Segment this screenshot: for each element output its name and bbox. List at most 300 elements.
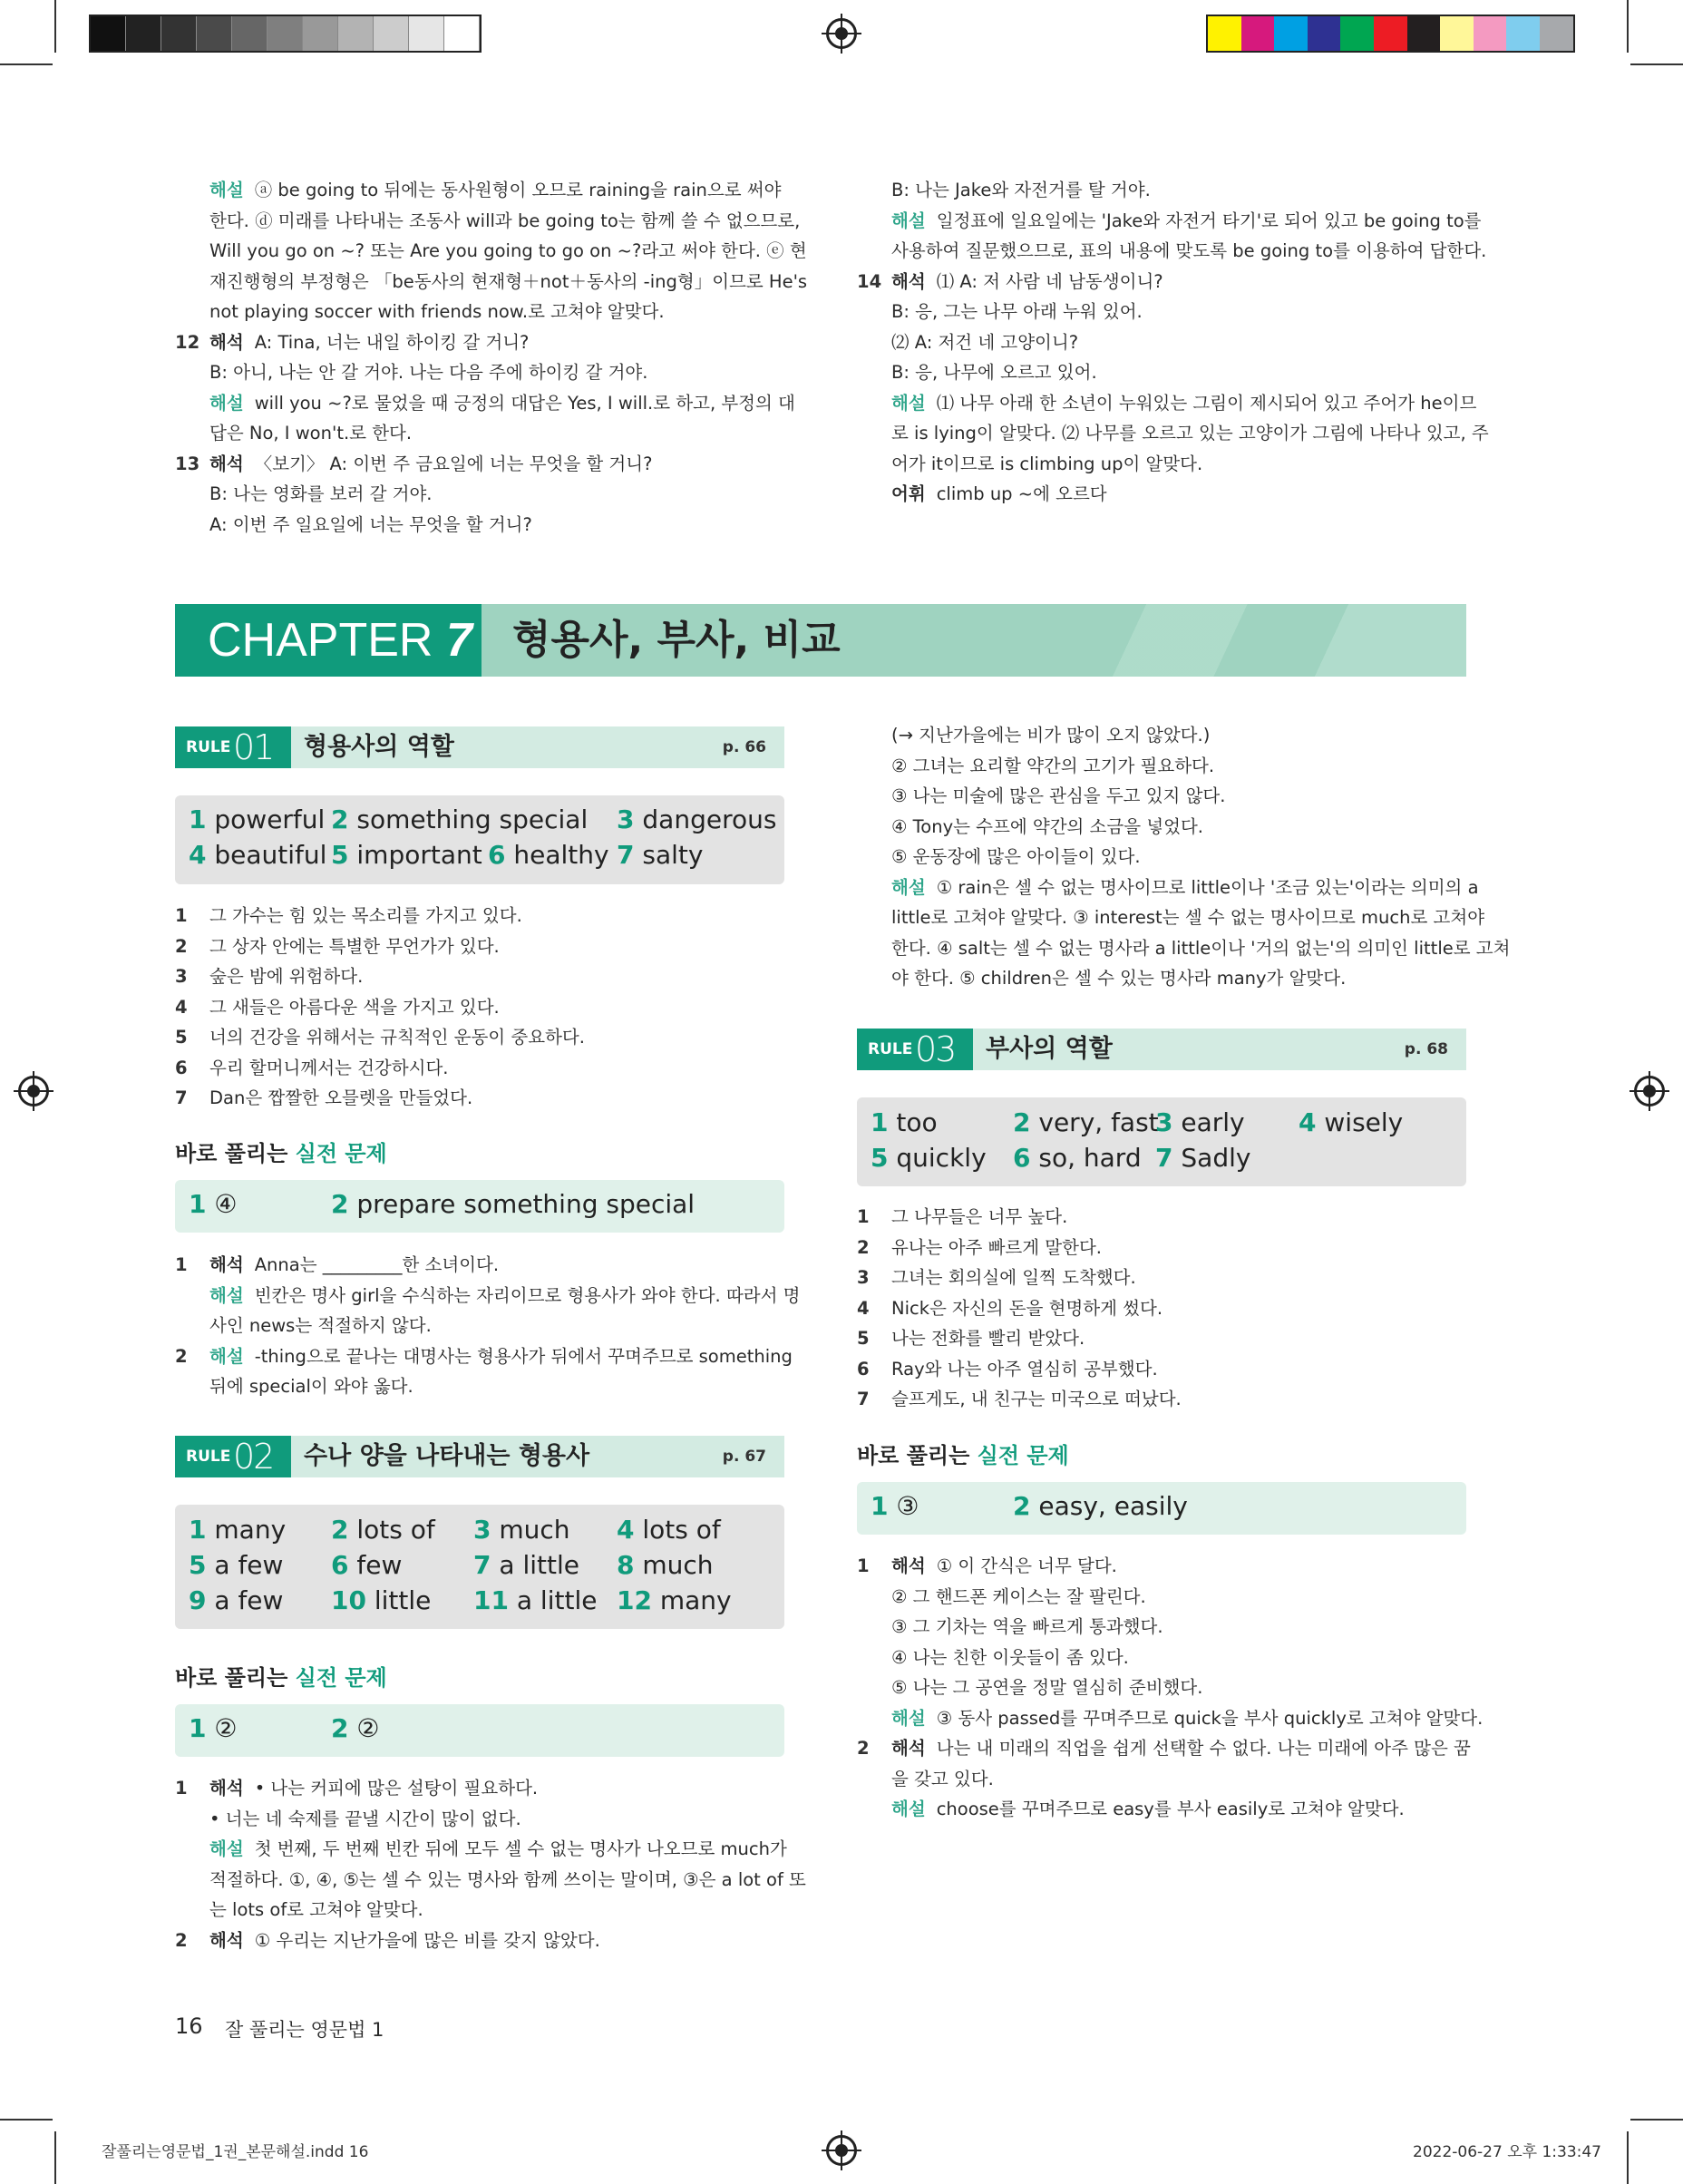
- line-text: ① 우리는 지난가을에 많은 비를 갖지 않았다.: [254, 1929, 600, 1951]
- crop-mark: [0, 63, 53, 65]
- answer-number: 3: [1155, 1107, 1173, 1137]
- right-column-notes: [891, 720, 1511, 994]
- text-line: [175, 1865, 806, 1896]
- answer-number: 7: [1155, 1143, 1173, 1173]
- answer-number: 1: [189, 1515, 207, 1545]
- answer-item: [331, 1713, 380, 1743]
- text-line: [175, 992, 788, 1023]
- item-number: 2: [175, 935, 188, 957]
- answer-item: [617, 1550, 714, 1580]
- text-line: [175, 1250, 788, 1281]
- line-text: 는 lots of로 고쳐야 알맞다.: [209, 1899, 423, 1920]
- answer-item: [331, 1585, 431, 1615]
- answer-item: [473, 1550, 579, 1580]
- answer-number: 1: [189, 1189, 207, 1219]
- answer-text: lots of: [348, 1515, 435, 1545]
- line-text: (→ 지난가을에는 비가 많이 오지 않았다.): [891, 725, 1211, 746]
- answer-item: [617, 1585, 732, 1615]
- color-swatch: [126, 16, 161, 51]
- crop-mark: [0, 2119, 53, 2121]
- line-text: little로 고쳐야 알맞다. ③ interest는 셀 수 없는 명사이므로 much로 고쳐야: [891, 907, 1485, 928]
- color-swatch: [303, 16, 338, 51]
- line-text: B: 나는 영화를 보러 갈 거야.: [209, 483, 433, 504]
- text-line: [857, 1612, 1470, 1643]
- answer-item: [331, 1550, 402, 1580]
- translation-label: 어휘: [891, 483, 926, 504]
- line-text: 그 가수는 힘 있는 목소리를 가지고 있다.: [209, 905, 522, 926]
- color-swatch: [1374, 16, 1407, 51]
- text-line: [175, 1834, 788, 1865]
- text-line: [175, 1053, 788, 1084]
- line-text: not playing soccer with friends now.로 고쳐야 알맞다.: [209, 301, 665, 322]
- answer-text: salty: [634, 840, 704, 870]
- answer-number: 1: [189, 804, 207, 834]
- rule-title: 형용사의 역할: [304, 733, 454, 761]
- rule-header-02: RULE 02 수나 양을 나타내는 형용사 p. 67: [175, 1436, 784, 1477]
- answer-number: 1: [871, 1491, 889, 1521]
- answer-item: [189, 1550, 283, 1580]
- answer-item: [1155, 1143, 1250, 1173]
- line-text: 그 나무들은 너무 높다.: [891, 1206, 1068, 1227]
- text-line: [175, 236, 807, 267]
- item-number: 14: [857, 270, 882, 292]
- rule-page: p. 66: [722, 738, 766, 756]
- text-line: [175, 1773, 788, 1804]
- line-text: ⑴ A: 저 사람 네 남동생이니?: [936, 270, 1163, 292]
- text-line: [857, 297, 1470, 327]
- line-text: 어가 it이므로 is climbing up이 알맞다.: [891, 453, 1203, 474]
- crop-mark: [54, 2131, 56, 2184]
- line-text: 〈보기〉 A: 이번 주 금요일에 너는 무엇을 할 거니?: [254, 453, 653, 474]
- answer-text: healthy: [505, 840, 609, 870]
- page-number: 16: [175, 2013, 203, 2039]
- answer-text: ②: [348, 1713, 380, 1743]
- text-line: [857, 1582, 1470, 1613]
- top-left-column: [175, 175, 808, 540]
- answer-text: much: [491, 1515, 570, 1545]
- crop-mark: [1627, 0, 1629, 53]
- text-line: [857, 236, 1487, 267]
- answer-text: much: [634, 1550, 714, 1580]
- item-number: 2: [175, 1929, 188, 1951]
- answer-text: so, hard: [1030, 1143, 1142, 1173]
- answer-number: 3: [473, 1515, 491, 1545]
- answer-item: [473, 1585, 597, 1615]
- answer-text: powerful: [206, 804, 326, 834]
- item-number: 13: [175, 453, 200, 474]
- line-text: -thing으로 끝나는 대명사는 형용사가 뒤에서 꾸며주므로 something: [254, 1345, 793, 1367]
- text-line: [857, 1551, 1470, 1582]
- line-text: ③ 나는 미술에 많은 관심을 두고 있지 않다.: [891, 785, 1226, 806]
- answer-text: prepare something special: [348, 1189, 696, 1219]
- color-swatch: [161, 16, 197, 51]
- item-number: 2: [857, 1738, 870, 1759]
- chapter-banner: [175, 604, 1466, 677]
- explanation-label: 해설: [209, 1838, 244, 1859]
- line-text: 빈칸은 명사 girl을 수식하는 자리이므로 형용사가 와야 한다. 따라서 명: [254, 1284, 801, 1306]
- translation-label: 해석: [209, 1254, 244, 1275]
- line-text: ① 이 간식은 너무 달다.: [936, 1555, 1117, 1576]
- color-swatch: [444, 16, 480, 51]
- line-text: Ray와 나는 아주 열심히 공부했다.: [891, 1358, 1158, 1380]
- practice-heading: 바로 풀리는 실전 문제: [175, 1141, 387, 1166]
- line-text: Nick은 자신의 돈을 현명하게 썼다.: [891, 1297, 1163, 1319]
- answer-item: [189, 804, 325, 834]
- text-line: [857, 479, 1470, 510]
- line-text: 사용하여 질문했으므로, 표의 내용에 맞도록 be going to를 이용하여 답한다.: [891, 240, 1487, 261]
- text-line: [175, 1311, 788, 1341]
- explanation-label: 해설: [209, 180, 244, 200]
- text-line: [857, 1323, 1470, 1354]
- item-number: 2: [857, 1236, 870, 1258]
- practice-answer-box: [175, 1704, 784, 1757]
- line-text: 뒤에 special이 와야 옳다.: [209, 1376, 413, 1397]
- text-line: [857, 1672, 1470, 1703]
- line-text: 나는 전화를 빨리 받았다.: [891, 1328, 1085, 1349]
- line-text: 그 상자 안에는 특별한 무언가가 있다.: [209, 935, 500, 957]
- item-number: 1: [175, 905, 188, 926]
- text-line: [857, 327, 1470, 358]
- text-line: [857, 1293, 1470, 1324]
- crop-mark: [54, 0, 56, 53]
- text-line: [857, 418, 1489, 449]
- rule-page: p. 68: [1404, 1040, 1448, 1058]
- rule-page: p. 67: [722, 1448, 766, 1466]
- line-text: ④ 나는 친한 이웃들이 좀 있다.: [891, 1646, 1129, 1668]
- explanation-label: 해설: [209, 1345, 244, 1367]
- answer-item: [488, 840, 609, 870]
- line-text: choose를 꾸며주므로 easy를 부사 easily로 고쳐야 알맞다.: [936, 1799, 1405, 1819]
- practice-notes: [175, 1773, 806, 1955]
- item-number: 6: [175, 1057, 188, 1078]
- text-line: [175, 1083, 788, 1114]
- text-line: [857, 1263, 1470, 1293]
- answer-number: 4: [189, 840, 207, 870]
- color-swatch: [1440, 16, 1474, 51]
- answer-item: [189, 1585, 283, 1615]
- answer-number: 11: [473, 1585, 509, 1615]
- answer-number: 10: [331, 1585, 366, 1615]
- answer-text: a few: [206, 1550, 284, 1580]
- explanation-label: 해설: [891, 876, 926, 898]
- answer-item: [473, 1515, 570, 1545]
- crop-mark: [1630, 63, 1683, 65]
- item-number: 5: [175, 1027, 188, 1048]
- registration-mark-icon: [18, 1076, 49, 1107]
- answer-text: little: [365, 1585, 432, 1615]
- color-swatch: [232, 16, 268, 51]
- text-line: [891, 720, 1472, 751]
- color-swatch: [197, 16, 232, 51]
- line-text: • 나는 커피에 많은 설탕이 필요하다.: [254, 1778, 539, 1799]
- item-number: 1: [175, 1254, 188, 1275]
- text-line: [857, 449, 1470, 480]
- line-text: ⓐ be going to 뒤에는 동사원형이 오므로 raining을 rain으로 써야: [254, 180, 782, 200]
- text-line: [891, 812, 1472, 843]
- answer-number: 3: [617, 804, 635, 834]
- color-swatch: [1340, 16, 1374, 51]
- text-line: [891, 902, 1485, 933]
- answer-item: [617, 804, 776, 834]
- line-text: 나는 내 미래의 직업을 쉽게 선택할 수 없다. 나는 미래에 아주 많은 꿈: [936, 1738, 1471, 1759]
- rule-title: 수나 양을 나타내는 형용사: [304, 1442, 590, 1470]
- slug-date: 2022-06-27 오후 1:33:47: [1413, 2143, 1601, 2161]
- line-text: 한다. ④ salt는 셀 수 없는 명사라 a little이나 '거의 없는'의 의미인 little로 고쳐: [891, 937, 1511, 959]
- crop-mark: [1627, 2131, 1629, 2184]
- answer-number: 8: [617, 1550, 635, 1580]
- answer-item: [189, 1713, 238, 1743]
- line-text: 적절하다. ①, ④, ⑤는 셀 수 있는 명사와 함께 쓰이는 말이며, ③은 a lot of 또: [209, 1868, 806, 1890]
- registration-mark-icon: [826, 18, 857, 49]
- chapter-label: CHAPTER 7: [175, 604, 482, 677]
- registration-mark-icon: [826, 2135, 857, 2166]
- text-line: [891, 963, 1472, 994]
- answer-number: 4: [617, 1515, 635, 1545]
- answer-number: 5: [189, 1550, 207, 1580]
- line-text: Anna는 _________한 소녀이다.: [254, 1254, 500, 1275]
- line-text: B: 응, 그는 나무 아래 누워 있어.: [891, 301, 1143, 322]
- color-swatch: [1208, 16, 1241, 51]
- explanation-label: 해설: [891, 1707, 926, 1729]
- answer-text: a little: [508, 1585, 598, 1615]
- text-line: [175, 1022, 788, 1053]
- answer-text: few: [348, 1550, 403, 1580]
- explanation-label: 해설: [891, 1799, 926, 1819]
- answer-number: 5: [871, 1143, 889, 1173]
- answer-text: too: [888, 1107, 938, 1137]
- answer-text: ③: [888, 1491, 919, 1521]
- text-line: [175, 479, 788, 510]
- text-line: [857, 388, 1477, 419]
- line-text: ② 그녀는 요리할 약간의 고기가 필요하다.: [891, 755, 1215, 776]
- answer-number: 1: [189, 1713, 207, 1743]
- answer-number: 6: [331, 1550, 349, 1580]
- practice-heading: 바로 풀리는 실전 문제: [857, 1443, 1069, 1468]
- line-text: 우리 할머니께서는 건강하시다.: [209, 1057, 449, 1078]
- color-swatch: [1407, 16, 1441, 51]
- translation-list: [857, 1202, 1470, 1415]
- translation-label: 해석: [209, 1778, 244, 1799]
- text-line: [857, 1733, 1470, 1764]
- answer-item: [331, 804, 588, 834]
- answer-item: [1013, 1491, 1188, 1521]
- translation-label: 해석: [209, 1929, 244, 1951]
- answer-number: 2: [331, 1515, 349, 1545]
- explanation-label: 해설: [209, 392, 244, 414]
- color-swatch: [374, 16, 409, 51]
- line-text: 한다. ⓓ 미래를 나타내는 조동사 will과 be going to는 함께 쓸 수 없으므로,: [209, 210, 801, 231]
- text-line: [175, 961, 788, 992]
- item-number: 7: [857, 1389, 870, 1409]
- line-text: Dan은 짭짤한 오믈렛을 만들었다.: [209, 1087, 473, 1108]
- item-number: 3: [175, 966, 188, 987]
- text-line: [857, 1703, 1484, 1734]
- practice-notes: [175, 1250, 801, 1402]
- text-line: [857, 1384, 1470, 1415]
- line-text: climb up ~에 오르다: [936, 483, 1107, 504]
- text-line: [891, 751, 1472, 782]
- answer-text: early: [1172, 1107, 1245, 1137]
- answer-text: important: [348, 840, 482, 870]
- explanation-label: 해설: [891, 392, 926, 414]
- color-swatch: [268, 16, 303, 51]
- answer-text: many: [651, 1585, 732, 1615]
- line-text: ⑴ 나무 아래 한 소년이 누워있는 그림이 제시되어 있고 주어가 he이므: [936, 392, 1477, 414]
- text-line: [175, 1895, 788, 1926]
- answer-item: [871, 1143, 987, 1173]
- text-line: [891, 842, 1472, 873]
- line-text: 사인 news는 적절하지 않다.: [209, 1315, 432, 1336]
- line-text: B: 아니, 나는 안 갈 거야. 나는 다음 주에 하이킹 갈 거야.: [209, 362, 648, 383]
- text-line: [175, 510, 788, 541]
- answer-number: 7: [617, 840, 635, 870]
- text-line: [857, 267, 1470, 297]
- text-line: [175, 1341, 793, 1372]
- text-line: [175, 931, 788, 962]
- color-swatch: [1506, 16, 1540, 51]
- item-number: 1: [175, 1778, 188, 1799]
- top-right-column: [857, 175, 1489, 510]
- text-line: [857, 206, 1482, 237]
- line-text: ③ 그 기차는 역을 빠르게 통과했다.: [891, 1616, 1163, 1637]
- line-text: 슬프게도, 내 친구는 미국으로 떠났다.: [891, 1389, 1182, 1409]
- line-text: ⑵ A: 저건 네 고양이니?: [891, 331, 1079, 353]
- answer-text: beautiful: [206, 840, 327, 870]
- answer-text: ②: [206, 1713, 238, 1743]
- text-line: [175, 418, 788, 449]
- line-text: 재진행형의 부정형은 「be동사의 현재형＋not＋동사의 -ing형」이므로 He's: [209, 270, 808, 292]
- line-text: ② 그 핸드폰 케이스는 잘 팔린다.: [891, 1585, 1146, 1607]
- answer-number: 12: [617, 1585, 652, 1615]
- answer-item: [331, 1189, 695, 1219]
- chapter-title: 형용사, 부사, 비교: [512, 617, 841, 663]
- book-title: 잘 풀리는 영문법 1: [225, 2019, 384, 2041]
- line-text: 야 한다. ⑤ children은 셀 수 있는 명사라 many가 알맞다.: [891, 968, 1347, 989]
- grayscale-color-bar: [89, 15, 482, 53]
- line-text: • 너는 네 숙제를 끝낼 시간이 많이 없다.: [209, 1808, 521, 1829]
- text-line: [175, 1371, 788, 1402]
- line-text: 너의 건강을 위해서는 규칙적인 운동이 중요하다.: [209, 1027, 585, 1048]
- line-text: ③ 동사 passed를 꾸며주므로 quick을 부사 quickly로 고쳐야 알맞다.: [936, 1707, 1484, 1729]
- answer-item: [871, 1491, 919, 1521]
- text-line: [175, 1926, 788, 1956]
- answer-item: [871, 1107, 938, 1137]
- line-text: ⑤ 운동장에 많은 아이들이 있다.: [891, 846, 1141, 867]
- color-swatch: [1241, 16, 1275, 51]
- line-text: ④ Tony는 수프에 약간의 소금을 넣었다.: [891, 815, 1203, 837]
- translation-label: 해석: [891, 1738, 926, 1759]
- item-number: 1: [857, 1206, 870, 1227]
- rule-header-03: RULE 03 부사의 역할 p. 68: [857, 1029, 1466, 1070]
- text-line: [175, 449, 788, 480]
- line-text: A: Tina, 너는 내일 하이킹 갈 거니?: [254, 331, 530, 353]
- answer-item: [189, 840, 326, 870]
- line-text: will you ~?로 물었을 때 긍정의 대답은 Yes, I will.로 하고, 부정의 대: [254, 392, 795, 414]
- color-swatch: [1274, 16, 1308, 51]
- item-number: 4: [857, 1297, 870, 1319]
- item-number: 7: [175, 1087, 188, 1108]
- translation-label: 해석: [209, 453, 244, 474]
- answer-text: a few: [206, 1585, 284, 1615]
- answer-number: 6: [488, 840, 506, 870]
- answer-text: many: [206, 1515, 287, 1545]
- answer-number: 2: [1013, 1491, 1031, 1521]
- item-number: 5: [857, 1328, 870, 1349]
- answer-item: [1299, 1107, 1403, 1137]
- line-text: 유나는 아주 빠르게 말한다.: [891, 1236, 1103, 1258]
- text-line: [857, 1202, 1470, 1233]
- answer-number: 2: [1013, 1107, 1031, 1137]
- text-line: [857, 357, 1470, 388]
- item-number: 12: [175, 331, 200, 353]
- color-swatch: [91, 16, 126, 51]
- crop-mark: [1630, 2119, 1683, 2121]
- answer-item: [331, 1515, 435, 1545]
- text-line: [891, 873, 1479, 903]
- line-text: ⑤ 나는 그 공연을 정말 열심히 준비했다.: [891, 1677, 1203, 1698]
- line-text: 숲은 밤에 위험하다.: [209, 966, 364, 987]
- answer-text: quickly: [888, 1143, 987, 1173]
- answer-text: something special: [348, 804, 589, 834]
- answer-item: [1013, 1143, 1142, 1173]
- line-text: 을 갖고 있다.: [891, 1768, 994, 1789]
- item-number: 4: [175, 996, 188, 1018]
- answer-text: lots of: [634, 1515, 721, 1545]
- line-text: ① rain은 셀 수 없는 명사이므로 little이나 '조금 있는'이라는 의미의 a: [936, 876, 1479, 898]
- text-line: [857, 1794, 1470, 1825]
- answer-number: 1: [871, 1107, 889, 1137]
- answer-text: ④: [206, 1189, 238, 1219]
- item-number: 6: [857, 1358, 870, 1380]
- text-line: [175, 901, 788, 931]
- explanation-label: 해설: [209, 1284, 244, 1306]
- slug-file: 잘풀리는영문법_1권_본문해설.indd 16: [102, 2143, 369, 2161]
- rule-header-01: RULE 01 형용사의 역할 p. 66: [175, 726, 784, 768]
- answer-text: wisely: [1316, 1107, 1404, 1137]
- text-line: [175, 297, 788, 327]
- text-line: [175, 175, 788, 206]
- answer-item: [1155, 1107, 1245, 1137]
- item-number: 2: [175, 1345, 188, 1367]
- answer-text: dangerous: [634, 804, 777, 834]
- line-text: 로 is lying이 알맞다. ⑵ 나무를 오르고 있는 고양이가 그림에 나타나 있고, 주: [891, 423, 1489, 444]
- text-line: [175, 1804, 788, 1835]
- text-line: [857, 175, 1470, 206]
- item-number: 3: [857, 1267, 870, 1288]
- line-text: 그녀는 회의실에 일찍 도착했다.: [891, 1267, 1136, 1288]
- text-line: [857, 1764, 1470, 1795]
- answer-number: 2: [331, 1189, 349, 1219]
- translation-label: 해석: [891, 1555, 926, 1576]
- line-text: B: 나는 Jake와 자전거를 탈 거야.: [891, 180, 1151, 200]
- item-number: 1: [857, 1555, 870, 1576]
- practice-heading: 바로 풀리는 실전 문제: [175, 1665, 387, 1691]
- color-swatch: [1540, 16, 1573, 51]
- translation-label: 해석: [209, 331, 244, 353]
- cmyk-color-bar: [1206, 15, 1575, 53]
- color-swatch: [1474, 16, 1507, 51]
- practice-notes: [857, 1551, 1484, 1825]
- line-text: 일정표에 일요일에는 'Jake와 자전거 타기'로 되어 있고 be going to를: [936, 210, 1482, 231]
- answer-number: 7: [473, 1550, 491, 1580]
- text-line: [175, 357, 788, 388]
- line-text: 답은 No, I won't.로 한다.: [209, 423, 413, 444]
- text-line: [175, 1281, 801, 1311]
- text-line: [857, 1354, 1470, 1385]
- text-line: [857, 1643, 1470, 1673]
- translation-list: [175, 901, 788, 1114]
- answer-number: 2: [331, 804, 349, 834]
